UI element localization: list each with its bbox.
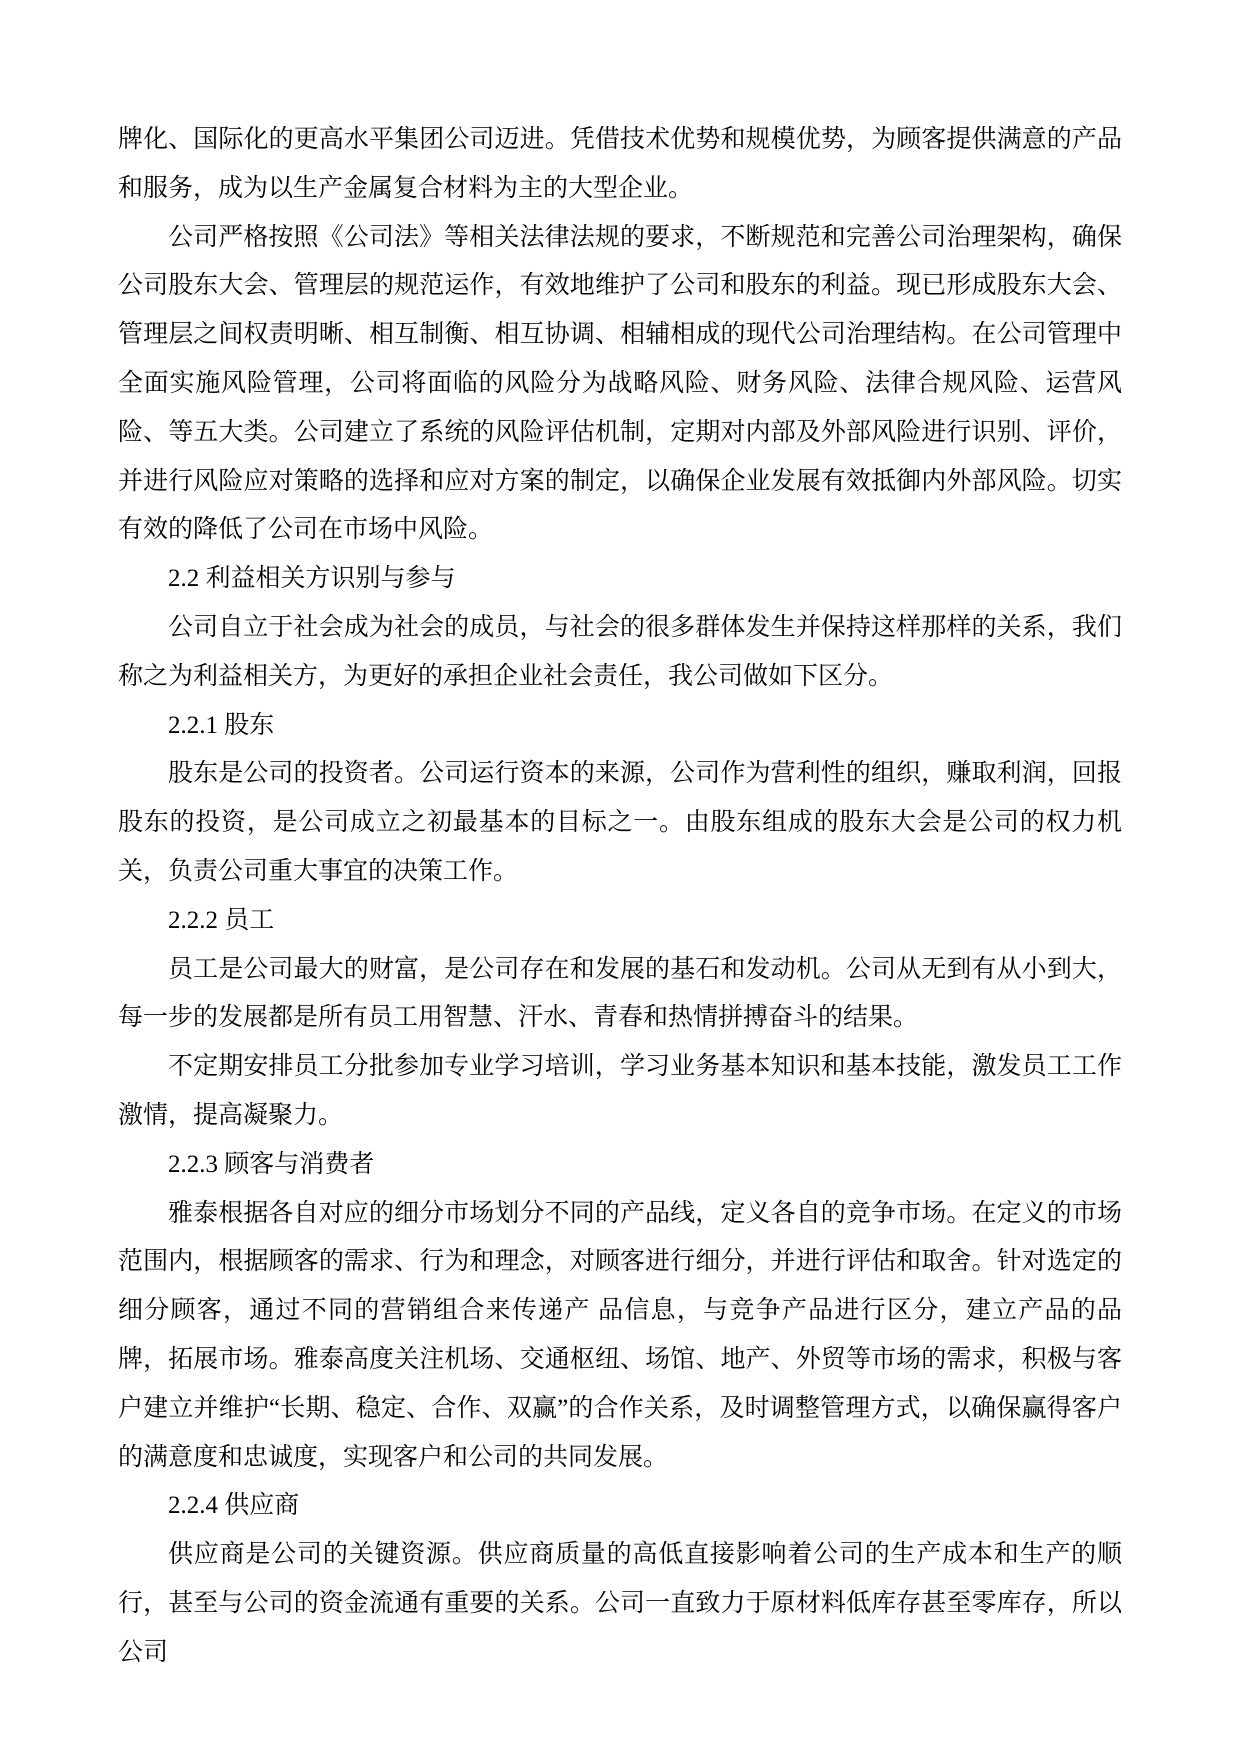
section-heading-2-2: 2.2 利益相关方识别与参与 (168, 565, 456, 593)
paragraph-stakeholders-intro: 公司自立于社会成为社会的成员，与社会的很多群体发生并保持这样那样的关系，我们称之为利益相关方，为更好的承担企业社会责任，我公司做如下区分。 (118, 613, 1122, 690)
paragraph-employees-1: 员工是公司最大的财富，是公司存在和发展的基石和发动机。公司从无到有从小到大，每一步的发展都是所有员工用智慧、汗水、青春和热情拼搏奋斗的结果。 (118, 955, 1122, 1032)
section-heading-2-2-4-suppliers: 2.2.4 供应商 (168, 1492, 300, 1520)
section-heading-2-2-3-customers: 2.2.3 顾客与消费者 (168, 1150, 375, 1178)
section-heading-2-2-1-shareholders: 2.2.1 股东 (168, 711, 275, 739)
paragraph-suppliers: 供应商是公司的关键资源。供应商质量的高低直接影响着公司的生产成本和生产的顺行，甚至与公司的资金流通有重要的关系。公司一直致力于原材料低库存甚至零库存，所以公司 (118, 1541, 1122, 1666)
paragraph-shareholders: 股东是公司的投资者。公司运行资本的来源，公司作为营利性的组织，赚取利润，回报股东的投资，是公司成立之初最基本的目标之一。由股东组成的股东大会是公司的权力机关，负责公司重大事宜的决策工作。 (118, 760, 1122, 885)
paragraph-customers: 雅泰根据各自对应的细分市场划分不同的产品线，定义各自的竞争市场。在定义的市场范围内，根据顾客的需求、行为和理念，对顾客进行细分，并进行评估和取舍。针对选定的细分顾客，通过不同的营销组合来传递产 品信息，与竞争产品进行区分，建立产品的品牌，拓展市场。雅泰高度关注机场、交通枢纽、场馆、地产、外贸等市场的需求，积极与客户建立并维护“长期、稳定、合作、双赢”的合作关系，及时调整管理方式，以确保赢得客户的满意度和忠诚度，实现客户和公司的共同发展。 (118, 1199, 1122, 1471)
paragraph-employees-2: 不定期安排员工分批参加专业学习培训，学习业务基本知识和基本技能，激发员工工作激情，提高凝聚力。 (118, 1053, 1122, 1129)
section-heading-2-2-2-employees: 2.2.2 员工 (168, 906, 275, 934)
paragraph-continuation: 牌化、国际化的更高水平集团公司迈进。凭借技术优势和规模优势，为顾客提供满意的产品和服务，成为以生产金属复合材料为主的大型企业。 (118, 126, 1122, 202)
paragraph-corporate-governance: 公司严格按照《公司法》等相关法律法规的要求，不断规范和完善公司治理架构，确保公司股东大会、管理层的规范运作，有效地维护了公司和股东的利益。现已形成股东大会、管理层之间权责明晰、相互制衡、相互协调、相辅相成的现代公司治理结构。在公司管理中全面实施风险管理，公司将面临的风险分为战略风险、财务风险、法律合规风险、运营风险、等五大类。公司建立了系统的风险评估机制，定期对内部及外部风险进行识别、评价，并进行风险应对策略的选择和应对方案的制定，以确保企业发展有效抵御内外部风险。切实有效的降低了公司在市场中风险。 (118, 223, 1122, 544)
